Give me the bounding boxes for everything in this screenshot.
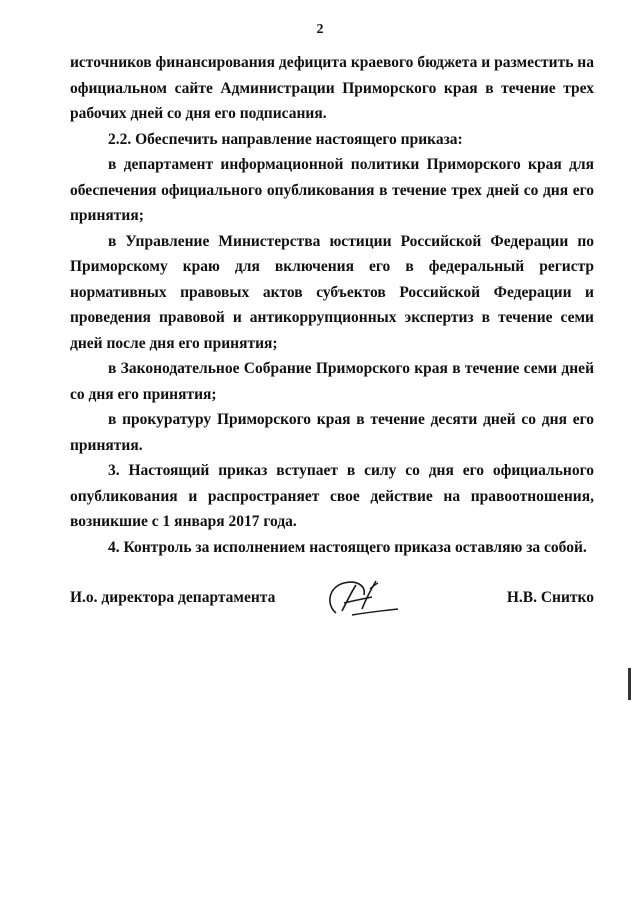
handwritten-signature-icon [322,575,402,623]
paragraph-2-2: 2.2. Обеспечить направление настоящего приказа: [108,130,463,148]
page-number: 2 [316,22,324,37]
signature-block [70,575,594,625]
paragraph-3-effective-date: 3. Настоящий приказ вступает в силу со дня его официального опубликования и распространяет свое действие на правоотношения, возникшие с 1 января 2017 года. [70,462,594,530]
paragraph-info-policy: в департамент информационной политики Приморского края для обеспечения официального опубликования в течение трех дней со дня его принятия; [70,156,594,224]
paragraph-ministry-justice: в Управление Министерства юстиции Российской Федерации по Приморскому краю для включения его в федеральный регистр нормативных правовых актов субъектов Российской Федерации и проведения правовой и антикоррупционных экспертиз в течение семи дней после дня его принятия; [70,232,594,352]
signatory-name: Н.В. Снитко [506,589,594,606]
paragraph-legislative-assembly: в Законодательное Собрание Приморского края в течение семи дней со дня его принятия; [70,360,594,403]
paragraph-4-control: 4. Контроль за исполнением настоящего приказа оставляю за собой. [108,538,587,556]
document-body [70,50,594,560]
signatory-title: И.о. директора департамента [70,589,276,606]
paragraph-prosecutor: в прокуратуру Приморского края в течение десяти дней со дня его принятия. [70,411,594,454]
scan-edge-mark [628,668,631,700]
paragraph-funding-sources: источников финансирования дефицита краевого бюджета и разместить на официальном сайте Администрации Приморского края в течение трех рабочих дней со дня его подписания. [70,54,594,122]
